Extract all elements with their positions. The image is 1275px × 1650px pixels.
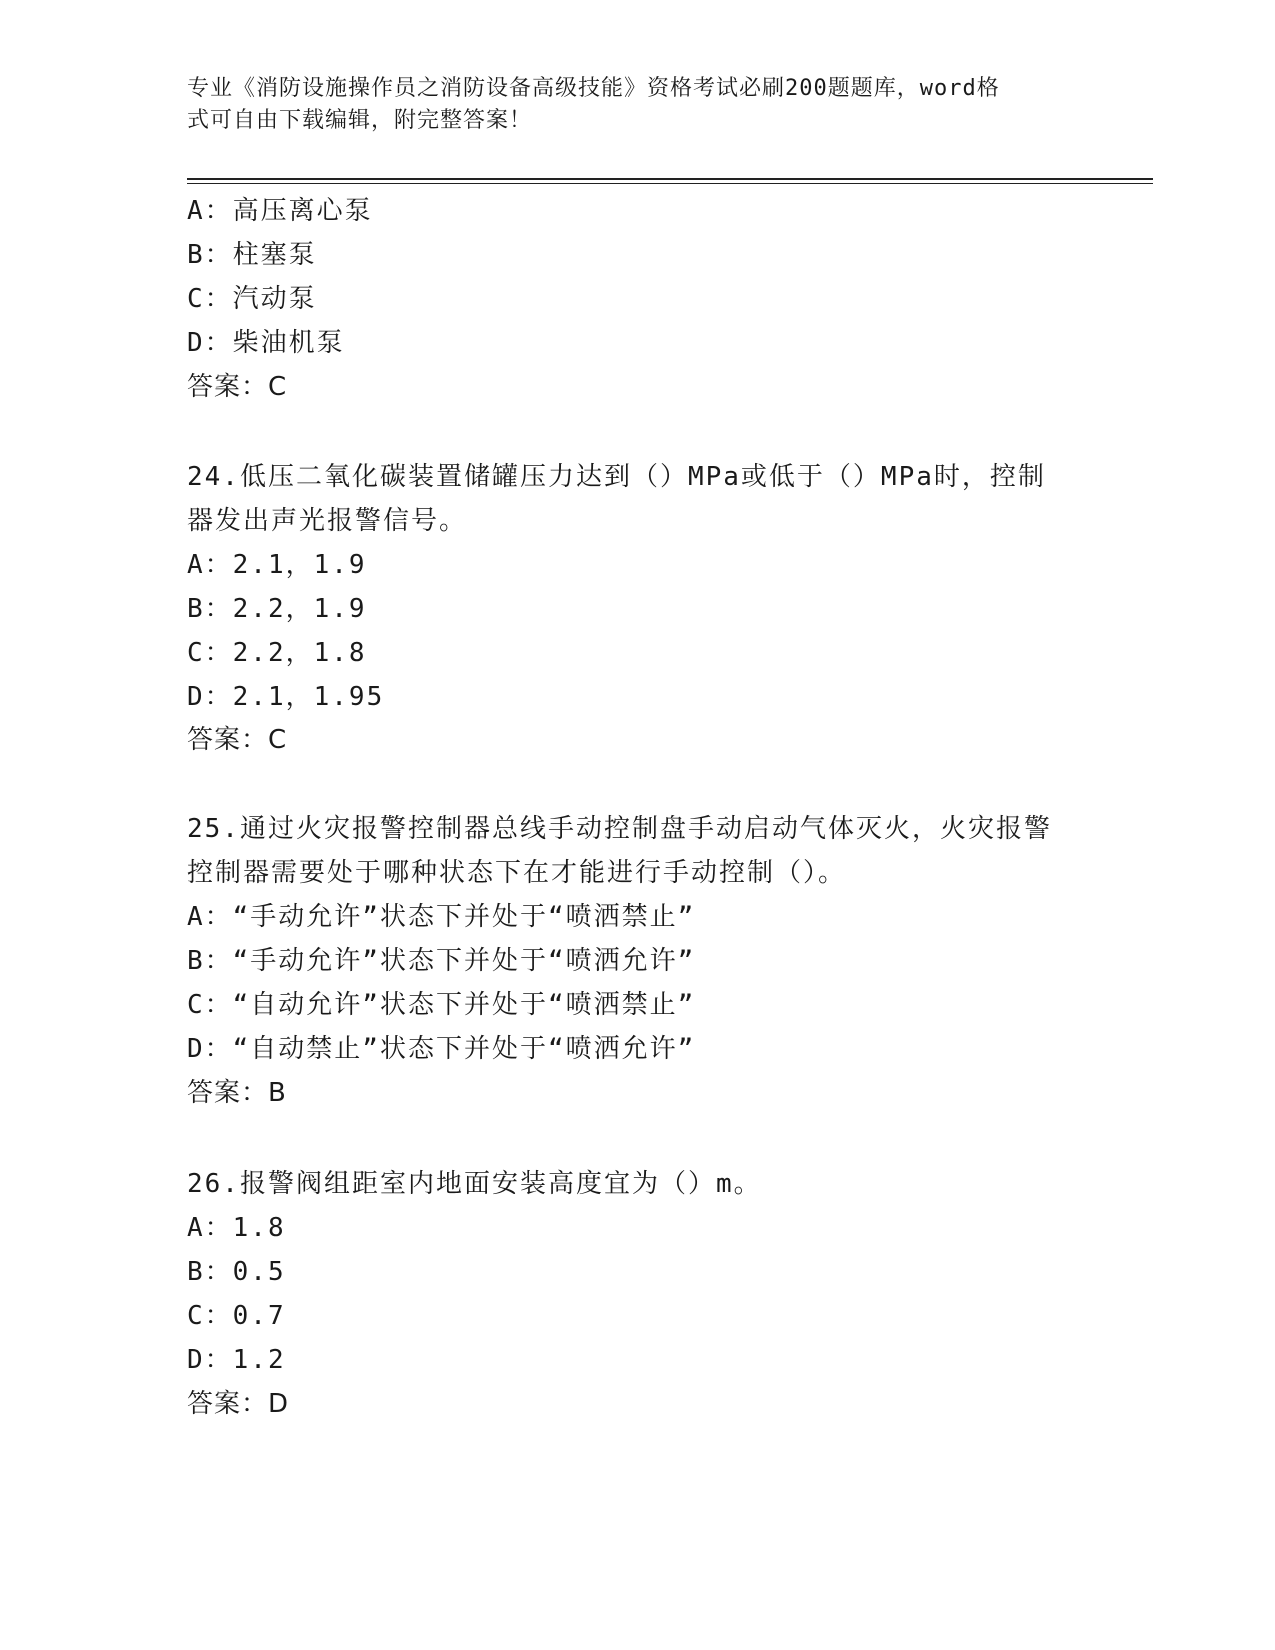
answer: 答案：B	[187, 1078, 287, 1108]
option-c: C：“自动允许”状态下并处于“喷洒禁止”	[187, 990, 696, 1020]
header-line-2: 式可自由下载编辑，附完整答案！	[187, 108, 533, 133]
option-c: C：0.7	[187, 1301, 286, 1331]
answer: 答案：C	[187, 725, 288, 755]
option-d: D：1.2	[187, 1345, 286, 1375]
option-d: D：2.1，1.95	[187, 682, 385, 712]
option-b: B：“手动允许”状态下并处于“喷洒允许”	[187, 946, 696, 976]
option-c: C：汽动泵	[187, 284, 317, 314]
option-a: A：1.8	[187, 1213, 286, 1243]
question-text-line-1: 26.报警阀组距室内地面安装高度宜为（）m。	[187, 1169, 762, 1199]
header-divider-thick	[187, 178, 1153, 180]
answer: 答案：D	[187, 1389, 290, 1419]
question-text-line-1: 25.通过火灾报警控制器总线手动控制盘手动启动气体灭火，火灾报警	[187, 814, 1052, 844]
option-d: D：柴油机泵	[187, 328, 345, 358]
option-b: B：2.2，1.9	[187, 594, 367, 624]
header-line-1: 专业《消防设施操作员之消防设备高级技能》资格考试必刷200题题库，word格	[187, 76, 1000, 101]
option-a: A：高压离心泵	[187, 196, 373, 226]
answer: 答案：C	[187, 372, 288, 402]
option-c: C：2.2，1.8	[187, 638, 367, 668]
header-text	[187, 73, 1067, 137]
question-text-line-1: 24.低压二氧化碳装置储罐压力达到（）MPa或低于（）MPa时，控制	[187, 462, 1046, 492]
question-text-line-2: 控制器需要处于哪种状态下在才能进行手动控制（）。	[187, 858, 847, 888]
option-a: A：“手动允许”状态下并处于“喷洒禁止”	[187, 902, 696, 932]
option-b: B：柱塞泵	[187, 240, 317, 270]
header-divider-thin	[187, 183, 1153, 184]
question-text-line-2: 器发出声光报警信号。	[187, 506, 468, 536]
option-b: B：0.5	[187, 1257, 286, 1287]
option-a: A：2.1，1.9	[187, 550, 367, 580]
option-d: D：“自动禁止”状态下并处于“喷洒允许”	[187, 1034, 696, 1064]
